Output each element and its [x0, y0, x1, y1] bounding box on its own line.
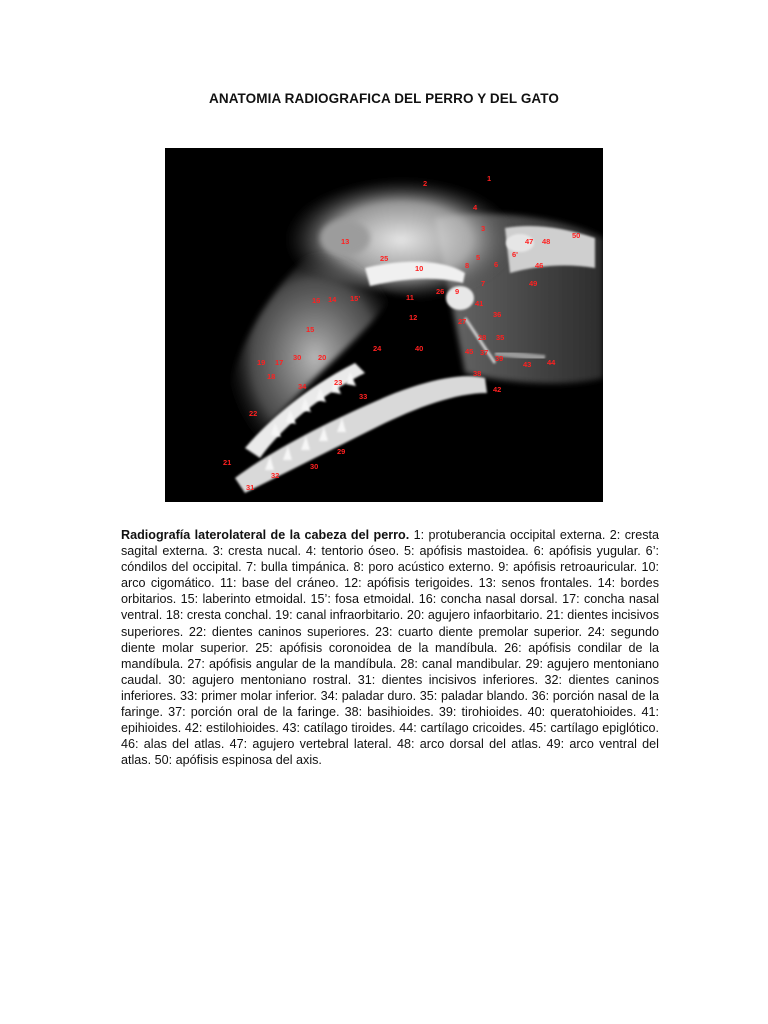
radiograph-label: 16 [312, 296, 321, 305]
page-title: ANATOMIA RADIOGRAFICA DEL PERRO Y DEL GATO [209, 91, 559, 106]
radiograph-label: 38 [473, 369, 482, 378]
caption-heading: Radiografía laterolateral de la cabeza del perro. [121, 528, 410, 542]
radiograph-label: 22 [249, 409, 258, 418]
radiograph-label: 28 [478, 333, 487, 342]
radiograph-label: 30 [293, 353, 302, 362]
radiograph-label: 47 [525, 237, 534, 246]
radiograph-label: 13 [341, 237, 350, 246]
radiograph-label: 23 [334, 378, 343, 387]
radiograph-label: 10 [415, 264, 424, 273]
radiograph-label: 12 [409, 313, 418, 322]
radiograph-label: 18 [267, 372, 276, 381]
radiograph-label: 49 [529, 279, 538, 288]
radiograph-label: 19 [257, 358, 266, 367]
radiograph-label: 39 [495, 354, 504, 363]
radiograph-label: 29 [337, 447, 346, 456]
caption-body: 1: protuberancia occipital externa. 2: cresta sagital externa. 3: cresta nucal. 4: tentorio óseo. 5: apófisis mastoidea. 6: apófisis yugular. 6’: cóndilos del occipital. 7: bulla timpánica. 8: poro acústico externo. 9: apófisis retroauricular. 10: arco cigomático. 11: base del cráneo. 12: apófisis terigoides. 13: senos frontales. 14: bordes orbitarios. 15: laberinto etmoidal. 15’: fosa etmoidal. 16: concha nasal dorsal. 17: concha nasal ventral. 18: cresta conchal. 19: canal infraorbitario. 20: agujero infaorbitario. 21: dientes incisivos superiores. 22: dientes caninos superiores. 23: cuarto diente premolar superior. 24: segundo diente molar superior. 25: apófisis coronoidea de la mandíbula. 26: apófisis condilar de la mandíbula. 27: apófisis angular de la mandíbula. 28: canal mandibular. 29: agujero mentoniano caudal. 30: agujero mentoniano rostral. 31: dientes incisivos inferiores. 32: dientes caninos inferiores. 33: primer molar inferior. 34: paladar duro. 35: paladar blando. 36: porción nasal de la faringe. 37: porción oral de la faringe. 38: basihioides. 39: tirohioides. 40: queratohioides. 41: epihioides. 42: estilohioides. 43: catílago tiroides. 44: cartílago cricoides. 45: cartílago epiglótico. 46: alas del atlas. 47: agujero vertebral lateral. 48: arco dorsal del atlas. 49: arco ventral del atlas. 50: apófisis espinosa del axis. [121, 528, 660, 768]
radiograph-label: 25 [380, 254, 389, 263]
radiograph-label: 11 [406, 293, 414, 302]
radiograph-label: 8 [465, 261, 470, 270]
skull-xray-illustration [165, 148, 603, 502]
radiograph-label: 42 [493, 385, 502, 394]
radiograph-label: 43 [523, 360, 532, 369]
radiograph-label: 37 [480, 348, 489, 357]
radiograph-label: 6 [494, 260, 499, 269]
radiograph-label: 15' [350, 294, 361, 303]
radiograph-label: 30 [310, 462, 319, 471]
radiograph-label: 50 [572, 231, 581, 240]
radiograph-label: 41 [475, 299, 484, 308]
radiograph-label: 5 [476, 253, 481, 262]
radiograph-label: 2 [423, 179, 428, 188]
radiograph-label: 48 [542, 237, 551, 246]
radiograph-label: 14 [328, 295, 337, 304]
radiograph-label: 15 [306, 325, 315, 334]
radiograph-label: 21 [223, 458, 232, 467]
figure-caption [121, 527, 659, 768]
radiograph-label: 24 [373, 344, 382, 353]
radiograph-label: 40 [415, 344, 424, 353]
radiograph-label: 7 [481, 279, 486, 288]
radiograph-label: 6' [512, 250, 518, 259]
radiograph-label: 26 [436, 287, 445, 296]
radiograph-label: 1 [487, 174, 492, 183]
radiograph-image [165, 148, 603, 502]
radiograph-label: 45 [465, 347, 474, 356]
radiograph-label: 34 [298, 382, 307, 391]
radiograph-label: 36 [493, 310, 502, 319]
radiograph-label: 44 [547, 358, 556, 367]
radiograph-label: 35 [496, 333, 505, 342]
radiograph-label: 20 [318, 353, 327, 362]
radiograph-label: 4 [473, 203, 478, 212]
radiograph-label: 46 [535, 261, 544, 270]
radiograph-label: 27 [458, 317, 467, 326]
radiograph-label: 31 [246, 483, 255, 492]
radiograph-label: 17 [275, 358, 284, 367]
radiograph-label: 33 [359, 392, 368, 401]
radiograph-label: 9 [455, 287, 460, 296]
radiograph-label: 32 [271, 471, 280, 480]
radiograph-label: 3 [481, 224, 486, 233]
